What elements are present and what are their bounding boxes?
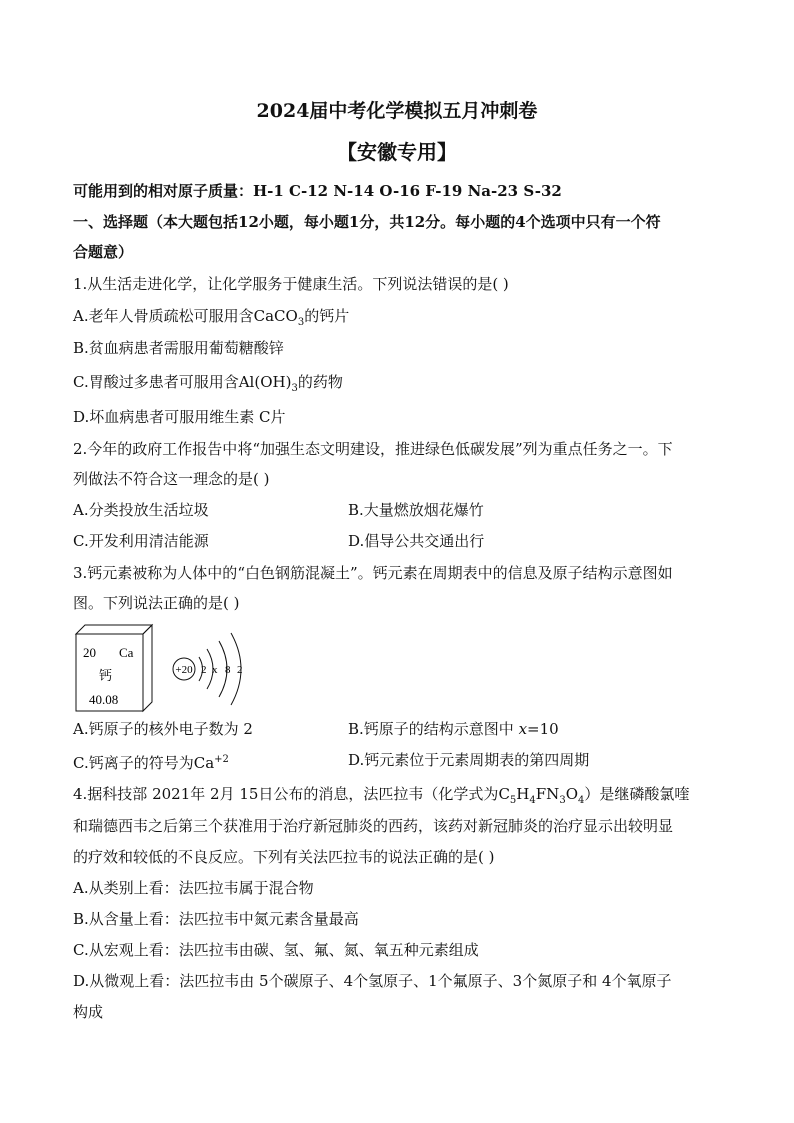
q3-b-variable: x: [518, 720, 528, 738]
shell-label-3: 8: [225, 664, 231, 676]
atomic-mass: 40.08: [89, 692, 119, 707]
q2-stem-line1: 2.今年的政府工作报告中将“加强生态文明建设，推进绿色低碳发展”列为重点任务之一。下: [73, 440, 673, 458]
section-heading-line1: 一、选择题（本大题包括12小题，每小题1分，共12分。每小题的4个选项中只有一个符: [73, 213, 661, 231]
q4-formula-fn: FN: [535, 785, 560, 803]
q4-option-a: A.从类别上看：法匹拉韦属于混合物: [73, 879, 314, 897]
q3-option-b: [348, 719, 559, 739]
q3-c-text: C.钙离子的符号为: [73, 754, 194, 772]
q4-formula-n-sub: 3: [559, 795, 566, 806]
q4-option-b: B.从含量上看：法匹拉韦中氮元素含量最高: [73, 910, 359, 928]
q1-a-formula: [253, 307, 305, 328]
exam-title: 2024届中考化学模拟五月冲刺卷: [256, 100, 538, 122]
q1-c-formula-base: Al(OH): [238, 373, 292, 391]
q4-option-c: C.从宏观上看：法匹拉韦由碳、氢、氟、氮、氧五种元素组成: [73, 941, 479, 959]
q4-formula-h: H: [516, 785, 530, 803]
q4-stem-text-end: ）是继磷酸氯喹: [584, 785, 690, 803]
q3-b-text-end: =10: [527, 720, 559, 738]
q1-a-text-end: 的钙片: [304, 307, 350, 325]
q1-option-b: B.贫血病患者需服用葡萄糖酸锌: [73, 339, 284, 357]
q4-formula-o-sub: 4: [578, 795, 585, 806]
q2-option-a: A.分类投放生活垃圾: [73, 501, 209, 519]
q4-formula-o: O: [565, 785, 578, 803]
q4-option-d-line1: D.从微观上看：法匹拉韦由 5个碳原子、4个氢原子、1个氟原子、3个氮原子和 4个氧原子: [73, 972, 672, 990]
q2-option-d: D.倡导公共交通出行: [348, 532, 485, 550]
q3-option-a: A.钙原子的核外电子数为 2: [73, 720, 253, 738]
atomic-masses: 可能用到的相对原子质量：H-1 C-12 N-14 O-16 F-19 Na-23 S-32: [73, 182, 562, 200]
q1-a-formula-sub: 3: [297, 317, 305, 328]
section-heading-line2: 合题意）: [73, 243, 134, 261]
q1-option-d: D.坏血病患者可服用维生素 C片: [73, 408, 286, 426]
q3-c-charge: +2: [214, 754, 229, 765]
nucleus-charge: +20: [175, 664, 193, 676]
q1-option-c: [73, 372, 343, 399]
q4-stem-line3: 的疗效和较低的不良反应。下列有关法匹拉韦的说法正确的是( ): [73, 848, 495, 866]
q4-formula-c-sub: 5: [509, 795, 517, 806]
q4-formula: [498, 785, 585, 806]
q1-a-formula-base: CaCO: [253, 307, 298, 325]
element-cell: [76, 625, 152, 711]
q1-c-formula: [238, 373, 298, 394]
q1-c-text: C.胃酸过多患者可服用含: [73, 373, 239, 391]
q2-option-c: C.开发利用清洁能源: [73, 532, 209, 550]
q4-stem-line2: 和瑞德西韦之后第三个获准用于治疗新冠肺炎的西药，该药对新冠肺炎的治疗显示出较明显: [73, 817, 674, 835]
q4-stem-line1: [73, 784, 689, 811]
q4-stem-text: 4.据科技部 2021年 2月 15日公布的消息，法匹拉韦（化学式为: [73, 785, 499, 803]
exam-subtitle: 【安徽专用】: [337, 140, 457, 164]
element-name: 钙: [99, 669, 113, 684]
shell-label-2: x: [212, 664, 218, 676]
q1-stem: 1.从生活走进化学，让化学服务于健康生活。下列说法错误的是( ): [73, 275, 509, 293]
atomic-number: 20: [83, 645, 96, 660]
q3-stem-line2: 图。下列说法正确的是( ): [73, 594, 240, 612]
q1-a-text: A.老年人骨质疏松可服用含: [73, 307, 254, 325]
q3-c-ion: Ca: [193, 754, 215, 772]
q3-option-c: [73, 750, 229, 773]
q2-option-b: B.大量燃放烟花爆竹: [348, 501, 484, 519]
calcium-figure: [73, 622, 273, 714]
q1-c-text-end: 的药物: [297, 373, 343, 391]
q4-option-d-line2: 构成: [73, 1003, 104, 1021]
atom-structure-diagram: [173, 633, 243, 705]
q2-stem-line2: 列做法不符合这一理念的是( ): [73, 470, 270, 488]
shell-label-1: 2: [201, 664, 207, 676]
q1-c-formula-sub: 3: [291, 383, 298, 394]
element-symbol: Ca: [119, 645, 134, 660]
q4-formula-c: C: [498, 785, 510, 803]
q3-option-d: D.钙元素位于元素周期表的第四周期: [348, 751, 590, 769]
q3-b-text: B.钙原子的结构示意图中: [348, 720, 519, 738]
q1-option-a: [73, 306, 349, 333]
q4-formula-h-sub: 4: [529, 795, 536, 806]
q3-stem-line1: 3.钙元素被称为人体中的“白色钢筋混凝土”。钙元素在周期表中的信息及原子结构示意图如: [73, 564, 673, 582]
shell-label-4: 2: [237, 664, 243, 676]
